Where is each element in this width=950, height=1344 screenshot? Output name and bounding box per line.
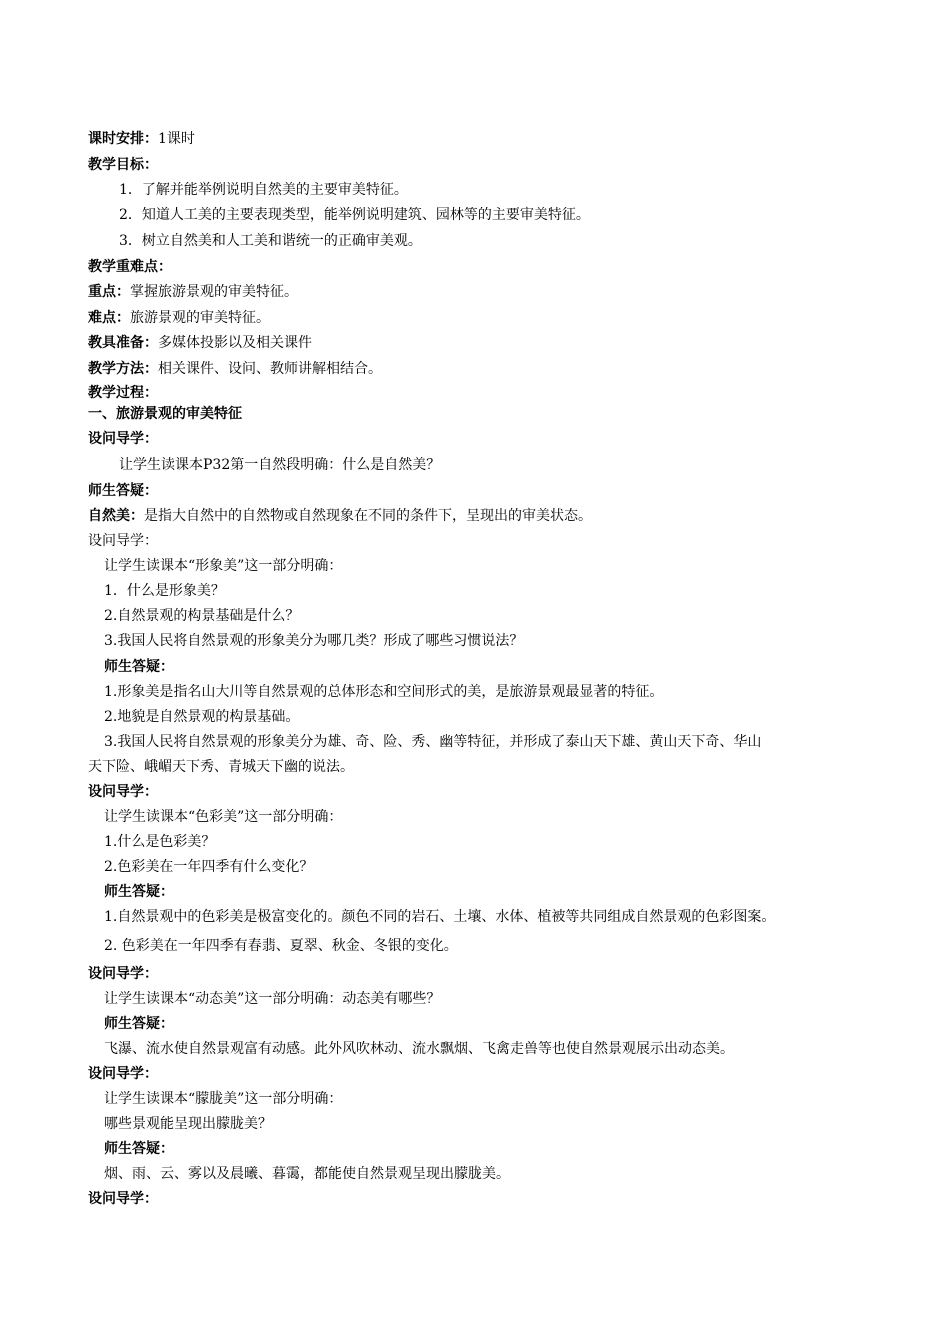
line-text: 让学生读课本“形象美”这一部分明确： [104, 558, 343, 574]
line-text: 天下险、峨嵋天下秀、青城天下幽的说法。 [88, 759, 354, 775]
line-label: 师生答疑： [104, 884, 174, 900]
line-text: 1．了解并能举例说明自然美的主要审美特征。 [119, 182, 408, 198]
line-label: 师生答疑： [104, 659, 174, 675]
line-text: 1.自然景观中的色彩美是极富变化的。颜色不同的岩石、土壤、水体、植被等共同组成自然景观的色彩图案。 [104, 909, 776, 925]
line-text: 1课时 [158, 131, 195, 147]
line-label: 教具准备： [88, 335, 158, 351]
doc-line [88, 482, 158, 500]
doc-line [104, 808, 342, 826]
line-text: 让学生读课本“色彩美”这一部分明确： [104, 809, 343, 825]
line-text: 让学生读课本P32第一自然段明确：什么是自然美？ [119, 457, 441, 473]
doc-line [104, 658, 174, 676]
line-label: 一、旅游景观的审美特征 [88, 406, 242, 422]
doc-line [104, 607, 299, 625]
doc-line [104, 1040, 734, 1058]
doc-line [104, 937, 458, 955]
line-label: 设问导学： [88, 966, 158, 982]
line-label: 设问导学： [88, 784, 158, 800]
line-text: 是指大自然中的自然物或自然现象在不同的条件下，呈现出的审美状态。 [144, 508, 592, 524]
line-text: 1.什么是色彩美？ [104, 834, 216, 850]
line-label: 师生答疑： [104, 1016, 174, 1032]
doc-line [104, 1015, 174, 1033]
doc-line [104, 557, 342, 575]
line-label: 师生答疑： [104, 1141, 174, 1157]
doc-line [88, 405, 242, 423]
doc-line [88, 430, 158, 448]
doc-line [88, 130, 195, 148]
doc-line [104, 632, 523, 650]
line-label: 教学过程： [88, 385, 158, 401]
line-text: 2.色彩美在一年四季有什么变化？ [104, 859, 314, 875]
line-text: 3.我国人民将自然景观的形象美分为哪几类？形成了哪些习惯说法？ [104, 633, 524, 649]
line-label: 自然美： [88, 508, 144, 524]
doc-line [88, 258, 172, 276]
line-text: 2.地貌是自然景观的构景基础。 [104, 709, 300, 725]
doc-line [104, 883, 174, 901]
doc-line [88, 507, 592, 525]
line-text: 3．树立自然美和人工美和谐统一的正确审美观。 [119, 233, 422, 249]
line-text: 哪些景观能呈现出朦胧美？ [104, 1116, 272, 1132]
line-text: 旅游景观的审美特征。 [130, 310, 270, 326]
line-text: 2．知道人工美的主要表现类型，能举例说明建筑、园林等的主要审美特征。 [119, 207, 590, 223]
line-text: 飞瀑、流水使自然景观富有动感。此外风吹林动、流水飘烟、飞禽走兽等也使自然景观展示出动态美。 [104, 1041, 734, 1057]
line-text: 2.自然景观的构景基础是什么？ [104, 608, 300, 624]
doc-line [88, 384, 158, 402]
doc-line [104, 908, 775, 926]
doc-line [104, 733, 761, 751]
doc-line [88, 283, 298, 301]
doc-line [88, 156, 158, 174]
line-label: 教学目标： [88, 157, 158, 173]
line-text: 2. 色彩美在一年四季有春翡、夏翠、秋金、冬银的变化。 [104, 938, 458, 954]
line-text: 1.形象美是指名山大川等自然景观的总体形态和空间形式的美，是旅游景观最显著的特征。 [104, 684, 664, 700]
doc-line [104, 833, 215, 851]
line-label: 设问导学： [88, 1066, 158, 1082]
doc-line [88, 360, 382, 378]
line-label: 设问导学： [88, 1191, 158, 1207]
doc-line [88, 532, 158, 550]
line-text: 3.我国人民将自然景观的形象美分为雄、奇、险、秀、幽等特征，并形成了泰山天下雄、黄山天下奇、华山 [104, 734, 762, 750]
doc-line [104, 858, 313, 876]
line-label: 师生答疑： [88, 483, 158, 499]
doc-line [88, 783, 158, 801]
line-text: 1．什么是形象美？ [104, 583, 225, 599]
doc-line [104, 1140, 174, 1158]
line-text: 让学生读课本“动态美”这一部分明确：动态美有哪些？ [104, 991, 441, 1007]
doc-line [88, 965, 158, 983]
line-text: 设问导学： [88, 533, 158, 549]
line-text: 多媒体投影以及相关课件 [158, 335, 312, 351]
doc-line [88, 1190, 158, 1208]
line-text: 烟、雨、云、雾以及晨曦、暮霭，都能使自然景观呈现出朦胧美。 [104, 1166, 510, 1182]
doc-line [104, 1115, 272, 1133]
doc-line [88, 1065, 158, 1083]
line-label: 重点： [88, 284, 130, 300]
doc-line [88, 334, 312, 352]
doc-line [88, 758, 354, 776]
line-label: 难点： [88, 310, 130, 326]
doc-line [104, 1090, 342, 1108]
doc-line [104, 683, 663, 701]
doc-line [104, 582, 225, 600]
line-label: 教学方法： [88, 361, 158, 377]
line-text: 让学生读课本“朦胧美”这一部分明确： [104, 1091, 343, 1107]
doc-line [119, 206, 590, 224]
doc-line [88, 309, 270, 327]
line-text: 掌握旅游景观的审美特征。 [130, 284, 298, 300]
doc-line [119, 456, 440, 474]
line-label: 设问导学： [88, 431, 158, 447]
line-label: 教学重难点： [88, 259, 172, 275]
doc-line [104, 708, 299, 726]
doc-line [104, 1165, 510, 1183]
line-label: 课时安排： [88, 131, 158, 147]
doc-line [104, 990, 440, 1008]
line-text: 相关课件、设问、教师讲解相结合。 [158, 361, 382, 377]
doc-line [119, 232, 422, 250]
doc-line [119, 181, 408, 199]
